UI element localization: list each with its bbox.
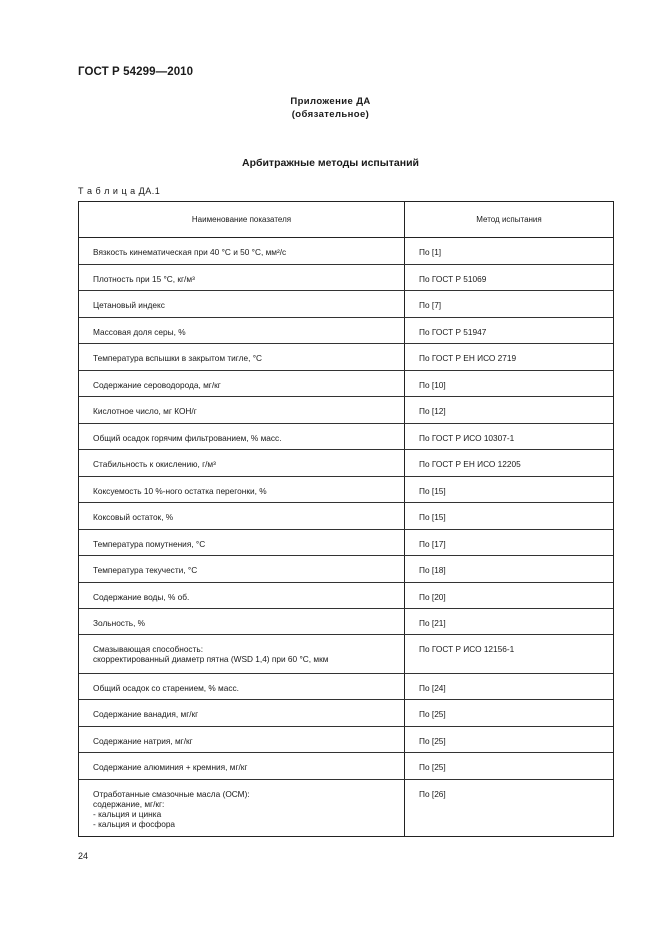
table-header [79,202,613,238]
table-row [79,635,613,674]
method-cell: По [1] [419,247,442,257]
table-row [79,318,613,344]
table-row [79,780,613,836]
table-row [79,674,613,700]
table-row [79,344,613,371]
page-number: 24 [78,851,89,861]
method-cell: По [21] [419,618,446,628]
indicator-cell: Массовая доля серы, % [79,318,405,343]
table-row [79,238,613,265]
indicator-cell: Отработанные смазочные масла (ОСМ): содержание, мг/кг: - кальция и цинка - кальция и фосфора [79,780,405,836]
method-cell: По ГОСТ Р ИСО 12156-1 [419,644,515,654]
indicator-cell: Содержание натрия, мг/кг [79,727,405,752]
indicator-cell: Плотность при 15 °С, кг/м³ [79,265,405,290]
method-cell: По [25] [419,736,446,746]
indicator-cell: Коксуемость 10 %-ного остатка перегонки, % [79,477,405,502]
table-row [79,291,613,318]
method-cell: По [18] [419,565,446,575]
method-cell: По [26] [419,789,446,799]
table-row [79,477,613,503]
method-cell: По [15] [419,486,446,496]
indicator-cell: Общий осадок со старением, % масс. [79,674,405,699]
table-row [79,727,613,753]
method-cell: По [17] [419,539,446,549]
indicator-cell: Общий осадок горячим фильтрованием, % масс. [79,424,405,449]
method-cell: По [25] [419,762,446,772]
section-title: Арбитражные методы испытаний [242,157,419,169]
table-row [79,530,613,556]
table-row [79,397,613,424]
table-row [79,583,613,609]
method-cell: По ГОСТ Р ЕН ИСО 2719 [419,353,517,363]
indicator-cell: Смазывающая способность: скорректированный диаметр пятна (WSD 1,4) при 60 °С, мкм [79,635,405,673]
indicator-cell: Содержание сероводорода, мг/кг [79,371,405,396]
column-header-indicator: Наименование показателя [79,202,405,237]
appendix-title: Приложение ДА [290,96,371,107]
table-row [79,424,613,450]
indicator-cell: Температура вспышки в закрытом тигле, °С [79,344,405,370]
method-cell: По [15] [419,512,446,522]
table-row [79,700,613,727]
indicator-cell: Стабильность к окислению, г/м³ [79,450,405,476]
method-cell: По ГОСТ Р ИСО 10307-1 [419,433,515,443]
table-row [79,265,613,291]
method-cell: По ГОСТ Р 51947 [419,327,487,337]
method-cell: По [7] [419,300,442,310]
table-row [79,609,613,635]
table-row [79,556,613,583]
indicator-cell: Коксовый остаток, % [79,503,405,529]
method-cell: По [20] [419,592,446,602]
table-row [79,753,613,780]
indicator-cell: Кислотное число, мг КОН/г [79,397,405,423]
method-cell: По ГОСТ Р ЕН ИСО 12205 [419,459,521,469]
method-cell: По ГОСТ Р 51069 [419,274,487,284]
indicator-cell: Вязкость кинематическая при 40 °С и 50 °С, мм²/с [79,238,405,264]
column-header-method: Метод испытания [476,215,542,224]
method-cell: По [12] [419,406,446,416]
indicator-cell: Содержание воды, % об. [79,583,405,608]
methods-table [78,201,614,837]
table-row [79,503,613,530]
method-cell: По [24] [419,683,446,693]
table-row [79,450,613,477]
indicator-cell: Температура помутнения, °С [79,530,405,555]
indicator-cell: Цетановый индекс [79,291,405,317]
table-caption: Т а б л и ц а ДА.1 [78,186,161,196]
appendix-subtitle: (обязательное) [291,109,370,120]
method-cell: По [10] [419,380,446,390]
indicator-cell: Температура текучести, °С [79,556,405,582]
standard-number: ГОСТ Р 54299—2010 [78,66,194,78]
indicator-cell: Содержание ванадия, мг/кг [79,700,405,726]
indicator-cell: Содержание алюминия + кремния, мг/кг [79,753,405,779]
indicator-cell: Зольность, % [79,609,405,634]
table-row [79,371,613,397]
method-cell: По [25] [419,709,446,719]
